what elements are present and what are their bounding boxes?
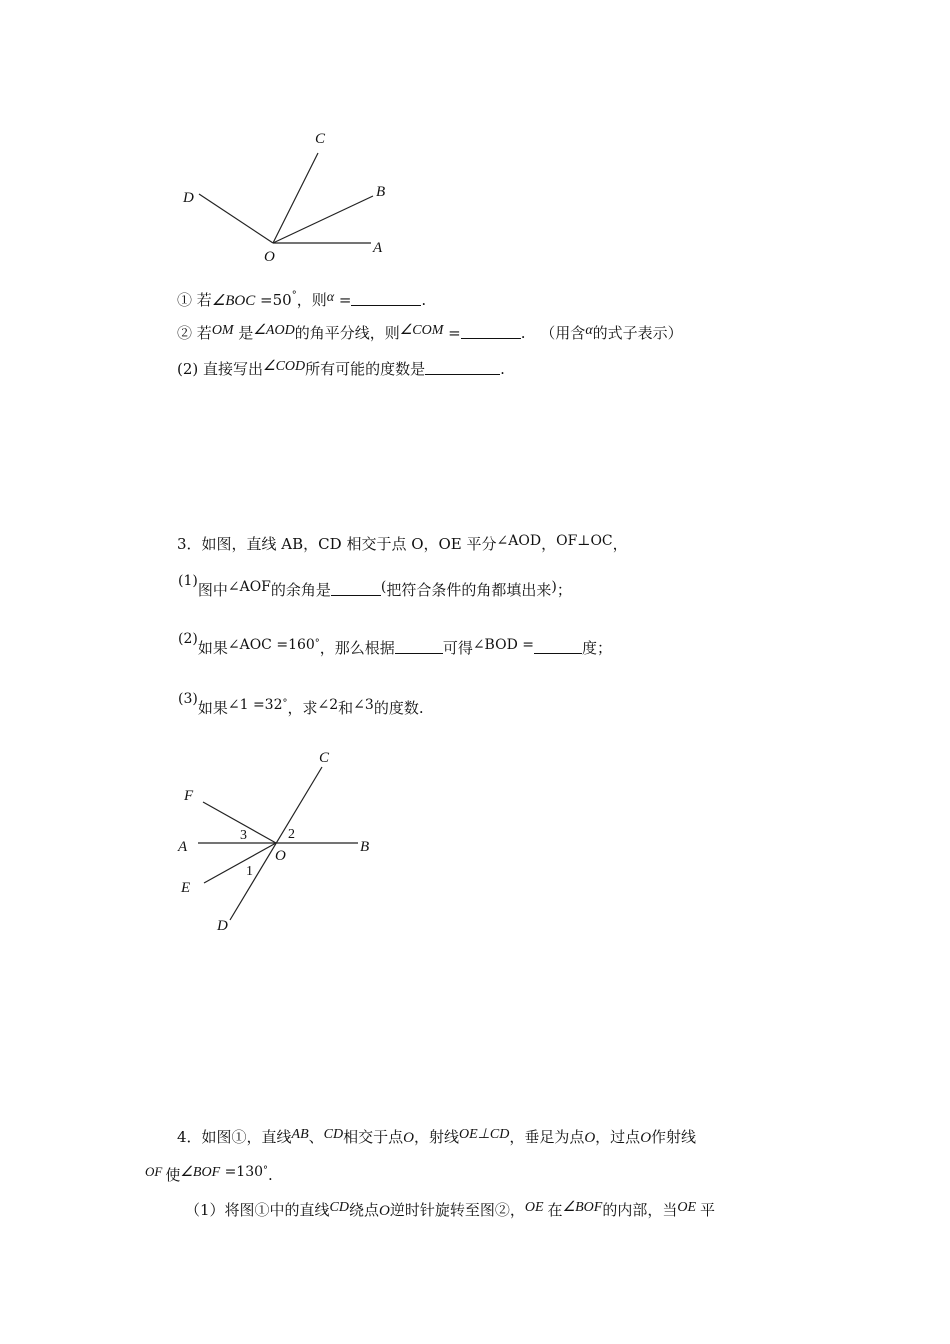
angle-boc: ∠BOC [211,293,256,309]
text: 的度数. [373,699,424,717]
text: 4．如图①，直线 [177,1128,292,1146]
label-d: D [183,190,194,206]
q3-stem [177,531,628,554]
label-c: C [315,131,326,147]
ray-oc [273,153,318,243]
text: 使 [165,1166,181,1184]
text: ； [556,581,572,599]
answer-blank[interactable] [351,291,421,306]
text: 如果 [197,699,228,717]
text: 绕点 [349,1201,380,1219]
text: 平 [700,1201,716,1219]
angle-3: ∠3 [353,697,374,713]
ray-om: OM [211,323,234,338]
text: ，过点 [595,1128,641,1146]
text: 相交于点 [343,1128,404,1146]
point-o: O [379,1203,390,1219]
text: . [520,324,526,342]
text: ) [551,579,557,595]
text: 的余角是 [270,581,331,599]
label-o: O [264,249,275,265]
label-f: F [184,788,194,804]
text: 的内部，当 [602,1201,678,1219]
line-cd: CD [329,1200,349,1215]
part-number: (2) [178,631,198,647]
text: ， [541,535,557,553]
text: ，垂足为点 [509,1128,585,1146]
point-o: O [403,1130,414,1146]
q4-line1 [177,1125,696,1148]
answer-blank[interactable] [461,324,521,339]
angle-label-2: 2 [288,827,295,842]
text: = [443,324,461,342]
text: ，那么根据 [319,639,395,657]
angle-bod: ∠BOD = [472,637,534,653]
point-o: O [640,1130,652,1146]
ray-oe: OE [677,1200,697,1215]
part-number: (3) [178,691,198,707]
ray-ob [273,196,373,243]
ray-of: OF [145,1164,163,1179]
text: ( [380,579,387,595]
figure-1-angles [175,125,405,270]
text: 所有可能的度数是 [305,360,426,378]
figure-2-intersecting-lines [170,745,390,940]
text: =130 [220,1164,264,1180]
text: （用含 [540,324,586,342]
text: 逆时针旋转至图②， [389,1201,525,1219]
text: . [268,1166,273,1184]
label-c: C [319,750,330,766]
answer-blank[interactable] [534,639,582,654]
text: 图中 [197,581,228,599]
text: 的式子表示） [592,324,683,342]
text: = [334,291,352,309]
text: 和 [338,699,354,717]
text: 在 [547,1201,563,1219]
line-cd: CD [323,1127,344,1142]
text: ，射线 [413,1128,459,1146]
label-a: A [373,240,383,256]
text: （1）将图①中的直线 [185,1201,330,1219]
q3-part1 [178,568,572,603]
text: 、 [308,1128,324,1146]
marker-2: ② [177,324,193,342]
ray-oe: OE [524,1200,544,1215]
angle-label-3: 3 [240,828,247,843]
ray-oe [204,843,276,883]
angle-aof: ∠AOF [227,579,271,595]
answer-blank[interactable] [425,360,500,375]
angle-label-1: 1 [246,864,253,879]
text: ，求 [287,699,318,717]
text: 度； [582,639,613,657]
label-o: O [275,848,286,864]
text: ， [612,535,628,553]
label-b: B [376,184,386,200]
q3-part2 [178,626,612,661]
degree-mark: ° [291,290,297,301]
angle-bof: ∠BOF [562,1200,603,1215]
angle-cod: ∠COD [263,359,306,374]
q2-sub1 [177,286,426,311]
perpendicular-relation: OF⊥OC [556,533,613,549]
q4-line2 [145,1161,273,1185]
ray-od [199,194,273,243]
text: 把符合条件的角都填出来 [386,581,552,599]
perpendicular-relation: OE⊥CD [459,1127,510,1142]
angle-aod: ∠AOD [253,323,295,338]
degree-mark: ° [263,1165,269,1176]
text: 是 [233,324,254,342]
angle-aoc: ∠AOC =160 [227,637,315,653]
q2-sub2 [177,321,683,343]
label-d: D [217,918,228,934]
text: . [421,291,427,309]
degree-mark: ° [314,638,320,649]
degree-mark: ° [282,698,288,709]
angle-1: ∠1 =32 [227,697,283,713]
alpha: α [326,290,335,305]
text: (2) 直接写出 [177,360,264,378]
text: 的角平分线，则 [294,324,400,342]
label-e: E [181,880,191,896]
line-ab: AB [291,1127,309,1142]
q4-line3 [185,1198,715,1221]
marker-1: ① [177,291,193,309]
text: 如果 [197,639,228,657]
answer-blank[interactable] [331,581,381,596]
point-o: O [584,1130,596,1146]
angle-bof: ∠BOF [180,1165,221,1180]
text: =50 [255,291,292,309]
text: ，则 [296,291,327,309]
angle-2: ∠2 [317,697,339,713]
label-a: A [178,839,188,855]
angle-aod: ∠AOD [496,533,542,549]
text: 作射线 [651,1128,697,1146]
text: 若 [196,324,212,342]
alpha: α [585,323,593,338]
q3-part3 [178,686,424,721]
answer-blank[interactable] [395,639,443,654]
text: 若 [196,291,212,309]
text: 3．如图，直线 AB，CD 相交于点 O，OE 平分 [177,535,497,553]
text: . [500,360,505,378]
part-number: (1) [178,573,198,589]
q2-part2 [177,357,505,379]
text: 可得 [442,639,473,657]
label-b: B [360,839,370,855]
angle-com: ∠COM [399,323,444,338]
